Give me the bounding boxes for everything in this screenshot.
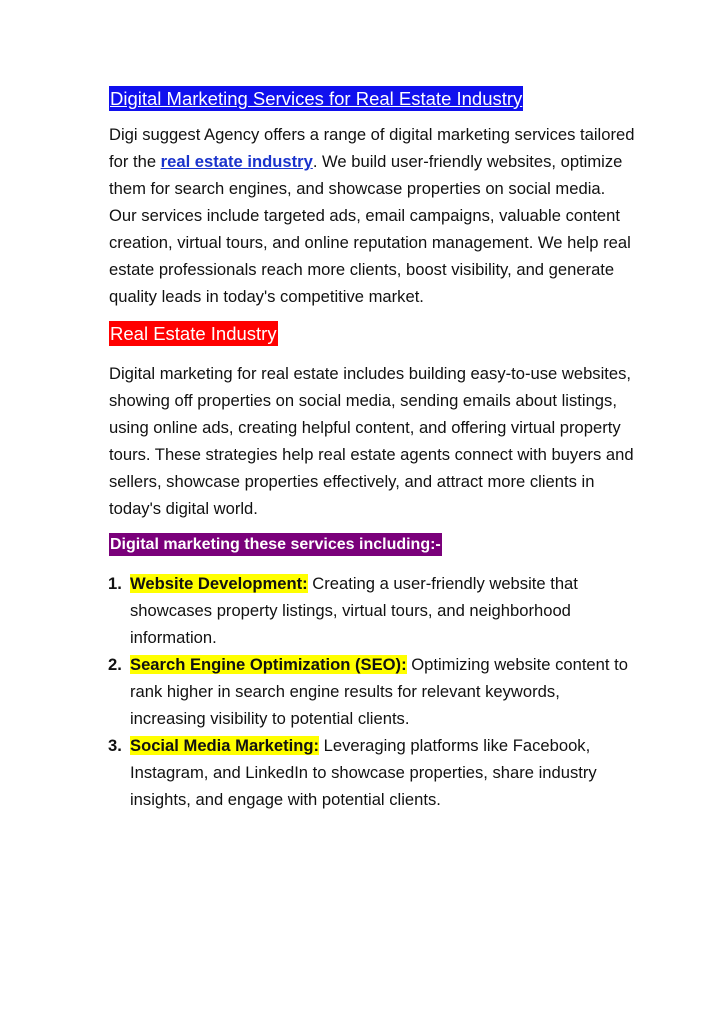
intro-text-start: Digi suggest Agency offers a range of digital marketing services tailored for the xyxy=(109,125,635,171)
document-body xyxy=(109,86,637,813)
list-item-term: Search Engine Optimization (SEO): xyxy=(130,655,407,674)
list-item-number: 1. xyxy=(108,574,122,593)
section-heading-real-estate-industry: Real Estate Industry xyxy=(110,323,277,344)
list-item-number: 2. xyxy=(108,655,122,674)
spacer xyxy=(109,310,637,321)
intro-paragraph xyxy=(109,121,637,310)
spacer xyxy=(109,522,637,533)
list-item-social-media-marketing xyxy=(109,732,637,813)
list-item-text: Optimizing website content to rank higher in search engine results for relevant keywords, increasing visibility to potential clients. xyxy=(130,655,628,728)
section-heading-services-including: Digital marketing these services including:- xyxy=(109,533,442,556)
list-item-term: Social Media Marketing: xyxy=(130,736,320,755)
real-estate-paragraph: Digital marketing for real estate includes building easy-to-use websites, showing off properties on social media, sending emails about listings, using online ads, creating helpful content, and offering virtual property tours. These strategies help real estate agents connect with buyers and sellers, showcase properties effectively, and attract more clients in today's digital world. xyxy=(109,364,634,518)
services-list xyxy=(109,570,637,813)
spacer xyxy=(109,556,637,570)
intro-text-end: . We build user-friendly websites, optimize them for search engines, and showcase properties on social media. Our services include targeted ads, email campaigns, valuable content creation, virtual tours, and online reputation management. We help real estate professionals reach more clients, boost visibility, and generate quality leads in today's competitive market. xyxy=(109,152,631,306)
list-item-seo xyxy=(109,651,637,732)
list-item-website-development xyxy=(109,570,637,651)
spacer xyxy=(109,346,637,360)
list-item-term: Website Development: xyxy=(130,574,308,593)
section-heading-digital-marketing-services: Digital Marketing Services for Real Estate Industry xyxy=(110,88,523,109)
list-item-number: 3. xyxy=(108,736,122,755)
real-estate-industry-link[interactable]: real estate industry xyxy=(160,152,313,171)
list-item-text: Leveraging platforms like Facebook, Instagram, and LinkedIn to showcase properties, share industry insights, and engage with potential clients. xyxy=(130,736,597,809)
list-item-text: Creating a user-friendly website that showcases property listings, virtual tours, and neighborhood information. xyxy=(130,574,578,647)
spacer xyxy=(109,111,637,121)
